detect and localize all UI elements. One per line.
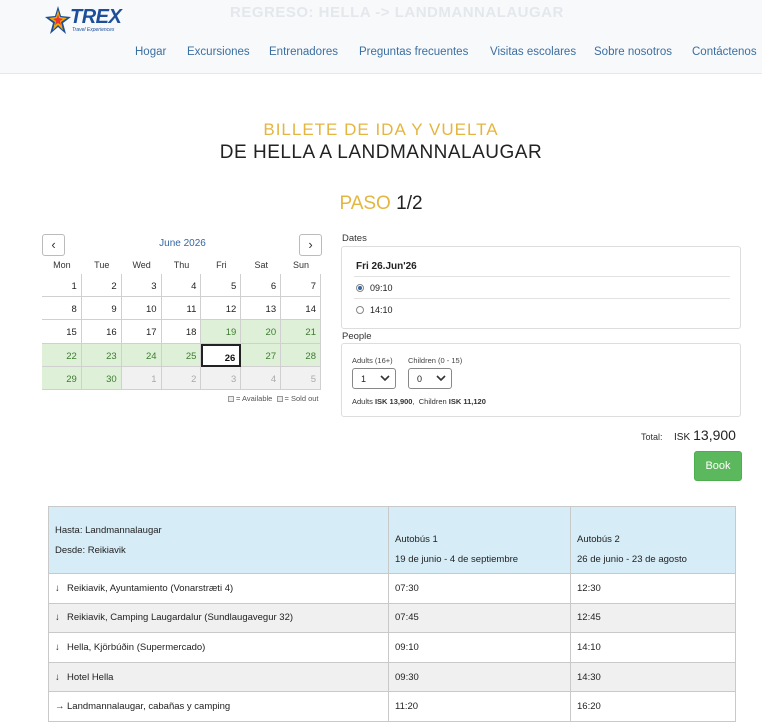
dates-label: Dates [342, 233, 367, 244]
weekday-header: Sat [254, 260, 268, 270]
bus1-time: 09:10 [389, 633, 571, 663]
table-row [49, 633, 736, 663]
calendar-day: 14 [281, 297, 321, 320]
calendar-day: 8 [42, 297, 82, 320]
calendar-day: 4 [241, 367, 281, 390]
adults-value: 1 [361, 374, 367, 384]
table-row [49, 692, 736, 722]
table-row [49, 662, 736, 692]
calendar-day[interactable]: 19 [201, 320, 241, 343]
table-header-row [49, 507, 736, 574]
bus2-time: 12:30 [571, 574, 736, 604]
total-amount [674, 427, 736, 443]
people-panel [341, 343, 741, 417]
nav-link-contact[interactable]: Contáctenos [692, 46, 757, 58]
table-row [49, 574, 736, 604]
legend-soldout: = Sold out [284, 394, 319, 403]
calendar-day: 2 [162, 367, 202, 390]
bus2-header-cell [571, 507, 736, 574]
bus2-time: 16:20 [571, 692, 736, 722]
calendar-day[interactable]: 22 [42, 344, 82, 367]
bus-schedule-table [48, 506, 736, 722]
adults-price: ISK 13,900 [374, 397, 413, 406]
step-word: PASO [339, 193, 391, 214]
route-header-cell [49, 507, 389, 574]
bus1-time: 07:30 [389, 574, 571, 604]
stop-name: Reikiavik, Ayuntamiento (Vonarstræti 4) [67, 582, 234, 594]
calendar-legend [228, 394, 319, 403]
calendar-day: 10 [122, 297, 162, 320]
calendar-day: 15 [42, 320, 82, 343]
adults-price-label: Adults [352, 397, 373, 406]
nav-link-excursiones[interactable]: Excursiones [187, 46, 250, 58]
total-currency: ISK [674, 432, 691, 443]
table-row [49, 603, 736, 633]
nav-link-about[interactable]: Sobre nosotros [594, 46, 672, 58]
selected-date: Fri 26.Jun'26 [356, 261, 417, 272]
calendar-day: 9 [82, 297, 122, 320]
bus2-time: 14:30 [571, 662, 736, 692]
stop-cell [49, 662, 389, 692]
stop-cell [49, 692, 389, 722]
weekday-header: Sun [293, 260, 310, 270]
bus1-time: 07:45 [389, 603, 571, 633]
stop-name: Hotel Hella [67, 671, 114, 683]
nav-link-entrenadores[interactable]: Entrenadores [269, 46, 339, 58]
bus2-time: 14:10 [571, 633, 736, 663]
bus1-time: 11:20 [389, 692, 571, 722]
children-value: 0 [417, 374, 423, 384]
adults-label: Adults (16+) [352, 356, 393, 365]
next-month-button[interactable] [299, 234, 322, 256]
book-button[interactable]: Book [694, 451, 742, 481]
soldout-swatch [277, 396, 283, 402]
prev-month-button[interactable] [42, 234, 65, 256]
price-summary: Adults ISK 13,900, Children ISK 11,120 [352, 397, 486, 406]
calendar-day: 13 [241, 297, 281, 320]
calendar-day: 12 [201, 297, 241, 320]
bus1-time: 09:30 [389, 662, 571, 692]
main-nav [0, 46, 762, 60]
stop-name: Landmannalaugar, cabañas y camping [67, 701, 231, 713]
time-label-0910: 09:10 [370, 283, 393, 293]
calendar-day[interactable]: 30 [82, 367, 122, 390]
nav-link-hogar[interactable]: Hogar [135, 46, 167, 58]
weekday-header: Mon [53, 260, 71, 270]
ticket-type-heading: BILLETE DE IDA Y VUELTA [263, 120, 499, 139]
site-header [0, 0, 762, 74]
step-indicator [0, 193, 762, 215]
children-label: Children (0 - 15) [408, 356, 463, 365]
calendar-day: 17 [122, 320, 162, 343]
arrow-down-icon: ↓ [55, 641, 60, 653]
calendar-day[interactable]: 25 [162, 344, 202, 367]
calendar-day[interactable]: 29 [42, 367, 82, 390]
dates-panel [341, 246, 741, 329]
calendar-day: 5 [281, 367, 321, 390]
bus1-name: Autobús 1 [395, 533, 438, 545]
chevron-down-icon [380, 373, 390, 385]
adults-select[interactable] [352, 368, 396, 389]
calendar-day: 6 [241, 274, 281, 297]
calendar-month-title: June 2026 [159, 238, 206, 249]
calendar-day[interactable]: 27 [241, 344, 281, 367]
calendar-day: 4 [162, 274, 202, 297]
people-label: People [342, 331, 372, 342]
calendar-day: 11 [162, 297, 202, 320]
from-line: Desde: Reikiavik [55, 544, 126, 556]
bus1-dates: 19 de junio - 4 de septiembre [395, 553, 519, 565]
bus1-header-cell [389, 507, 571, 574]
legend-available: = Available [236, 394, 273, 403]
calendar-day: 7 [281, 274, 321, 297]
total-value: 13,900 [693, 427, 736, 443]
calendar-day[interactable]: 23 [82, 344, 122, 367]
calendar-day: 1 [42, 274, 82, 297]
to-line: Hasta: Landmannalaugar [55, 524, 162, 536]
step-number: 1/2 [396, 193, 423, 214]
arrow-right-icon: → [55, 701, 65, 713]
arrow-down-icon: ↓ [55, 582, 60, 594]
weekday-header: Wed [132, 260, 151, 270]
calendar-day: 5 [201, 274, 241, 297]
chevron-left-icon: ‹ [51, 237, 56, 252]
route-heading: DE HELLA A LANDMANNALAUGAR [219, 142, 543, 163]
star-logo-icon [44, 4, 72, 36]
calendar-day: 18 [162, 320, 202, 343]
children-select[interactable] [408, 368, 452, 389]
calendar-day[interactable]: 20 [241, 320, 281, 343]
calendar-day[interactable]: 24 [122, 344, 162, 367]
calendar-day: 3 [201, 367, 241, 390]
calendar-day-selected[interactable]: 26 [201, 344, 241, 367]
weekday-header: Thu [173, 260, 190, 270]
stop-name: Hella, Kjörbúðin (Supermercado) [67, 641, 206, 653]
weekday-header: Fri [216, 260, 227, 270]
weekday-header: Tue [94, 260, 110, 270]
divider [354, 276, 730, 277]
brand-name: TREX [70, 6, 122, 28]
calendar-day: 2 [82, 274, 122, 297]
calendar-days [42, 274, 321, 390]
calendar-day[interactable]: 21 [281, 320, 321, 343]
children-price-label: Children [418, 397, 447, 406]
chevron-down-icon [436, 373, 446, 385]
children-price: ISK 11,120 [448, 397, 486, 406]
time-radio-0910[interactable] [356, 284, 364, 292]
time-label-1410: 14:10 [370, 305, 393, 315]
divider [354, 298, 730, 299]
stop-cell [49, 574, 389, 604]
total-label: Total: [641, 432, 663, 442]
bus2-name: Autobús 2 [577, 533, 620, 545]
stop-name: Reikiavik, Camping Laugardalur (Sundlaugavegur 32) [67, 612, 294, 624]
bus2-time: 12:45 [571, 603, 736, 633]
calendar-day: 1 [122, 367, 162, 390]
chevron-right-icon: › [308, 237, 313, 252]
arrow-down-icon: ↓ [55, 671, 60, 683]
trex-logo[interactable] [44, 4, 124, 36]
available-swatch [228, 396, 234, 402]
ghost-page-title: REGRESO: HELLA -> LANDMANNALAUGAR [230, 4, 564, 21]
brand-tagline: Travel Experiences [72, 27, 115, 33]
calendar-day: 16 [82, 320, 122, 343]
nav-link-faq[interactable]: Preguntas frecuentes [359, 46, 469, 58]
time-radio-1410[interactable] [356, 306, 364, 314]
arrow-down-icon: ↓ [55, 612, 60, 624]
stop-cell [49, 603, 389, 633]
bus2-dates: 26 de junio - 23 de agosto [577, 553, 687, 565]
stop-cell [49, 633, 389, 663]
calendar-day[interactable]: 28 [281, 344, 321, 367]
calendar-day: 3 [122, 274, 162, 297]
nav-link-school-visits[interactable]: Visitas escolares [490, 46, 577, 58]
